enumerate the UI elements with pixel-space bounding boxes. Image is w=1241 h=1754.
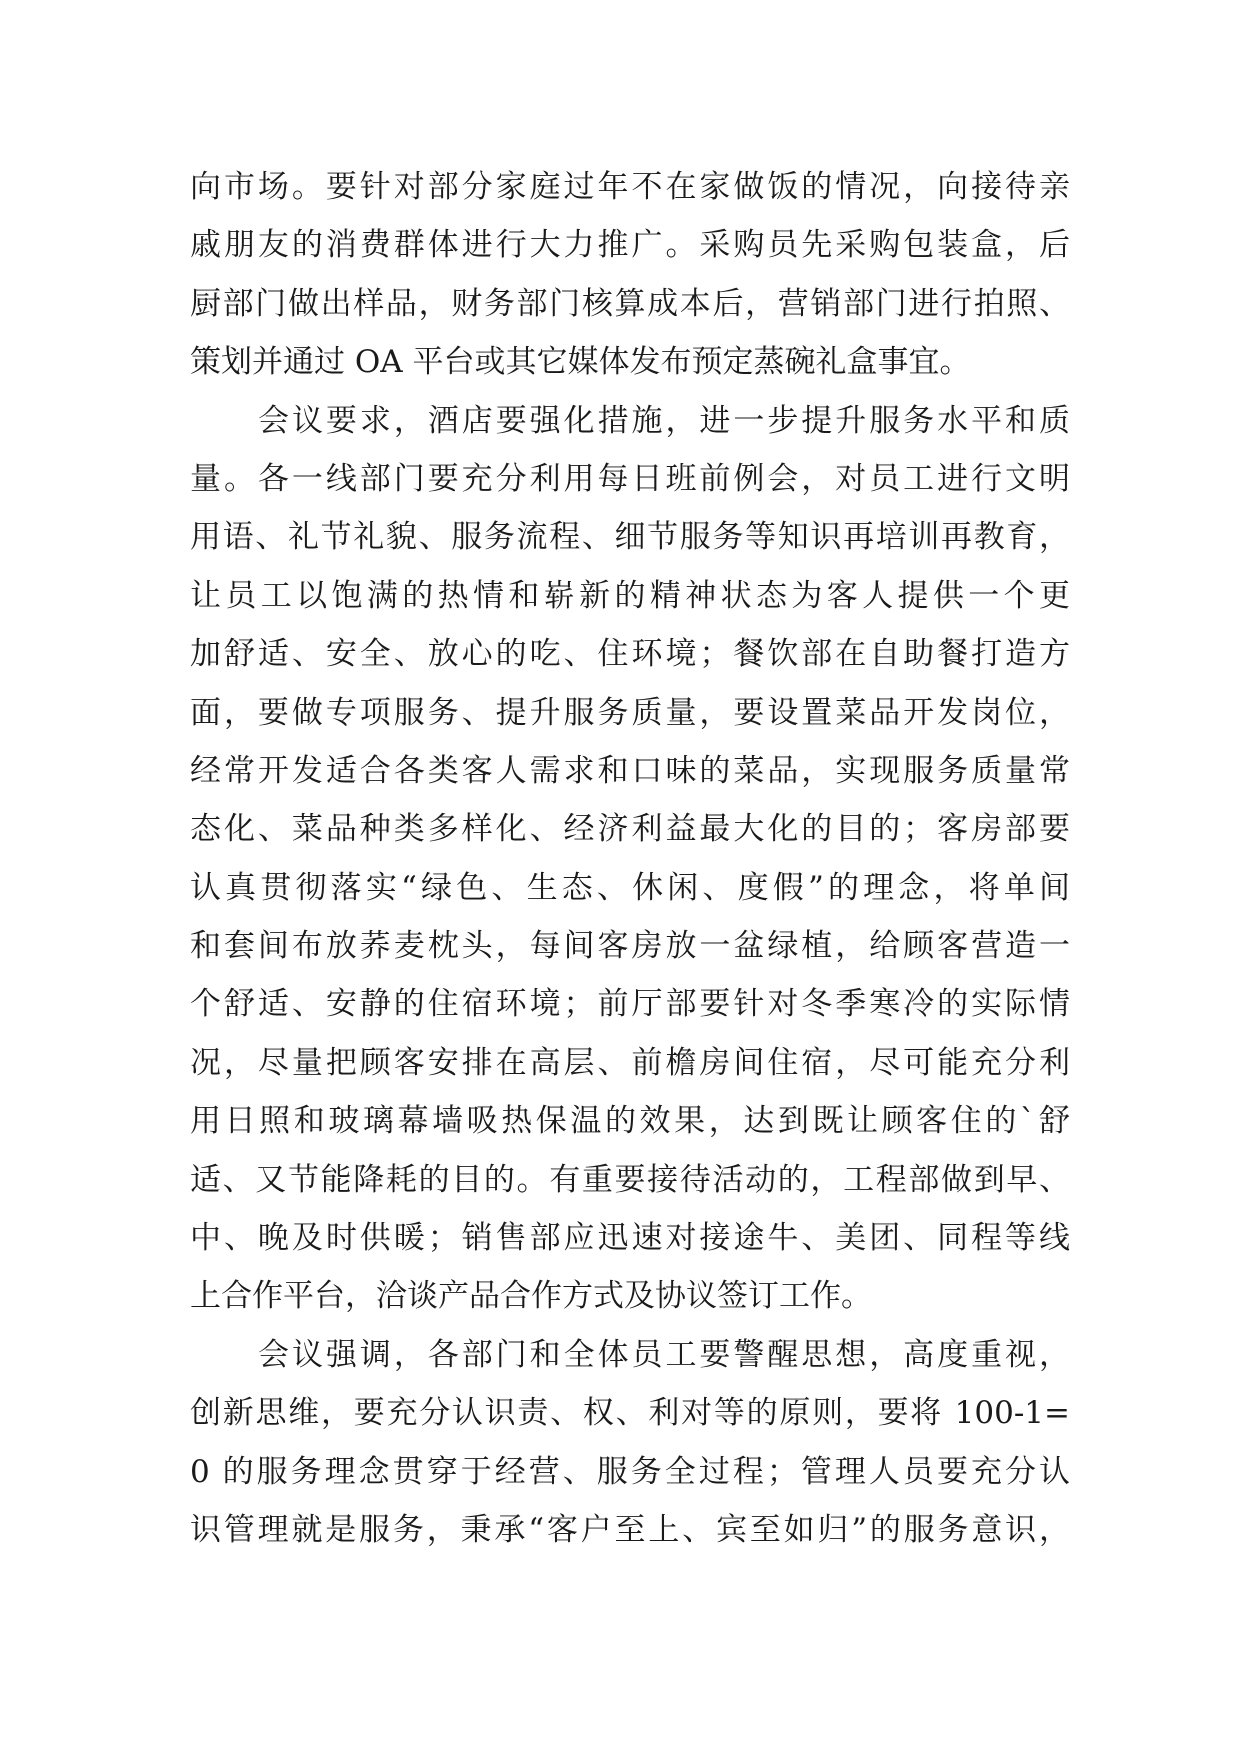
text-line: 识管理就是服务，秉承“客户至上、宾至如归”的服务意识，	[190, 1511, 1070, 1548]
text-line: 上合作平台，洽谈产品合作方式及协议签订工作。	[190, 1278, 872, 1315]
text-line: 中、晚及时供暖；销售部应迅速对接途牛、美团、同程等线	[190, 1220, 1070, 1257]
text-line: 和套间布放荞麦枕头，每间客房放一盆绿植，给顾客营造一	[190, 928, 1070, 965]
text-line: 策划并通过 OA 平台或其它媒体发布预定蒸碗礼盒事宜。	[190, 344, 971, 381]
paragraph-start-line: 会议要求，酒店要强化措施，进一步提升服务水平和质	[258, 402, 1070, 439]
text-line: 厨部门做出样品，财务部门核算成本后，营销部门进行拍照、	[190, 285, 1070, 322]
paragraph-start-line: 会议强调，各部门和全体员工要警醒思想，高度重视，	[258, 1336, 1070, 1373]
text-line: 用语、礼节礼貌、服务流程、细节服务等知识再培训再教育，	[190, 519, 1070, 556]
text-line: 向市场。要针对部分家庭过年不在家做饭的情况，向接待亲	[190, 169, 1070, 205]
text-line: 量。各一线部门要充分利用每日班前例会，对员工进行文明	[190, 460, 1070, 497]
text-line: 认真贯彻落实“绿色、生态、休闲、度假”的理念，将单间	[190, 869, 1070, 906]
text-line: 创新思维，要充分认识责、权、利对等的原则，要将 100-1=	[190, 1395, 1070, 1432]
text-line: 个舒适、安静的住宿环境；前厅部要针对冬季寒冷的实际情	[190, 986, 1070, 1023]
document-body	[190, 158, 1070, 1559]
text-line: 用日照和玻璃幕墙吸热保温的效果，达到既让顾客住的`舒	[190, 1103, 1070, 1140]
text-line: 戚朋友的消费群体进行大力推广。采购员先采购包装盒，后	[190, 227, 1070, 264]
text-line: 面，要做专项服务、提升服务质量，要设置菜品开发岗位，	[190, 694, 1070, 731]
text-line: 适、又节能降耗的目的。有重要接待活动的，工程部做到早、	[190, 1161, 1070, 1198]
text-line: 让员工以饱满的热情和崭新的精神状态为客人提供一个更	[190, 577, 1070, 614]
text-line: 经常开发适合各类客人需求和口味的菜品，实现服务质量常	[190, 752, 1070, 789]
text-line: 加舒适、安全、放心的吃、住环境；餐饮部在自助餐打造方	[190, 636, 1070, 673]
text-line: 态化、菜品种类多样化、经济利益最大化的目的；客房部要	[190, 811, 1070, 848]
text-line: 0 的服务理念贯穿于经营、服务全过程；管理人员要充分认	[190, 1453, 1070, 1490]
text-line: 况，尽量把顾客安排在高层、前檐房间住宿，尽可能充分利	[190, 1044, 1070, 1081]
